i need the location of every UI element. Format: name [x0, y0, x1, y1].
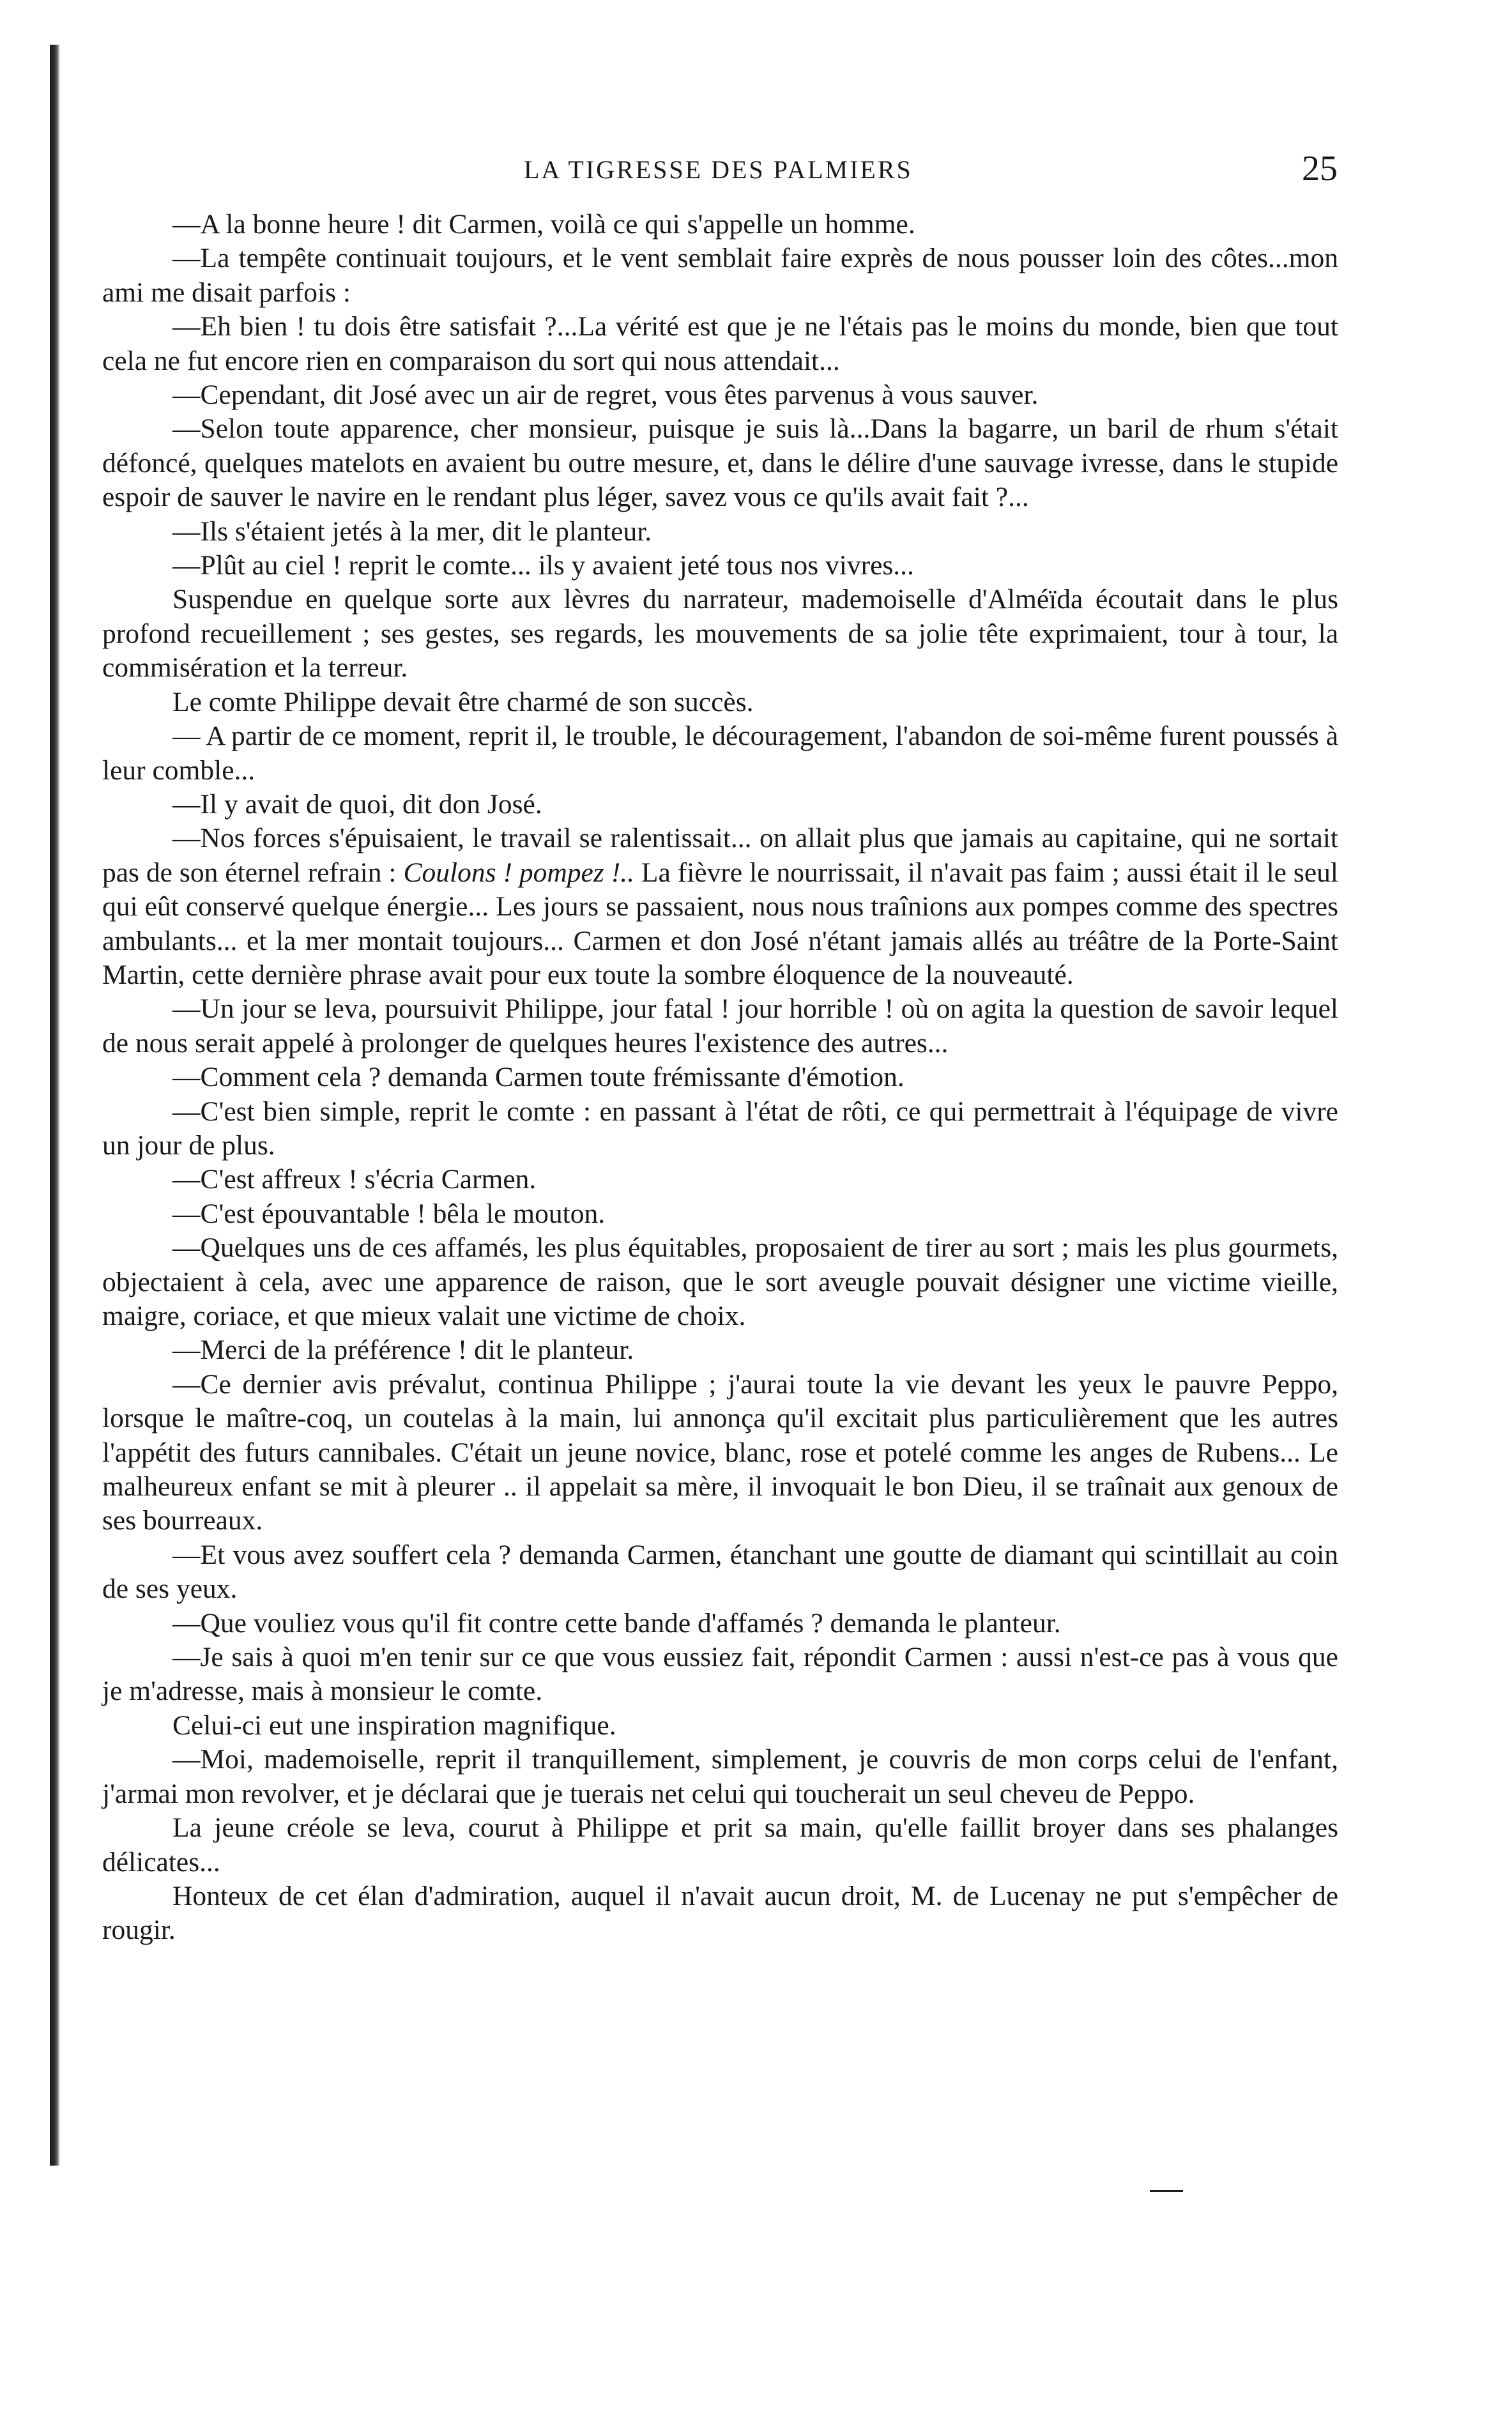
paragraph: —Comment cela ? demanda Carmen toute frémissante d'émotion.: [172, 1062, 905, 1093]
paragraph: —Selon toute apparence, cher monsieur, puisque je suis là...Dans la bagarre, un baril de rhum s'était défoncé, quelques matelots en avaient bu outre mesure, et, dans le délire d'une sauvage ivresse, dans le stupide espoir de sauver le navire en le rendant plus léger, savez vous ce qu'ils avait fait ?...: [102, 413, 1338, 513]
paragraph: —La tempête continuait toujours, et le vent semblait faire exprès de nous pousser loin des côtes...mon ami me disait parfois :: [102, 243, 1338, 308]
paragraph: —Que vouliez vous qu'il fit contre cette bande d'affamés ? demanda le planteur.: [172, 1607, 1061, 1639]
paragraph: —Ils s'étaient jetés à la mer, dit le planteur.: [172, 516, 652, 547]
paragraph: —Moi, mademoiselle, reprit il tranquillement, simplement, je couvris de mon corps celui de l'enfant, j'armai mon revolver, et je déclarai que je tuerais net celui qui toucherait un seul cheveu de Peppo.: [102, 1744, 1338, 1809]
paragraph: —Plût au ciel ! reprit le comte... ils y avaient jeté tous nos vivres...: [172, 550, 914, 581]
paragraph: —Et vous avez souffert cela ? demanda Carmen, étanchant une goutte de diamant qui scintillait au coin de ses yeux.: [102, 1539, 1338, 1605]
paragraph: —Eh bien ! tu dois être satisfait ?...La vérité est que je ne l'étais pas le moins du monde, bien que tout cela ne fut encore rien en comparaison du sort qui nous attendait...: [102, 311, 1338, 376]
paragraph: —A la bonne heure ! dit Carmen, voilà ce qui s'appelle un homme.: [172, 209, 915, 240]
paragraph: Celui-ci eut une inspiration magnifique.: [172, 1709, 616, 1741]
page-number: 25: [1302, 149, 1338, 188]
paragraph: Le comte Philippe devait être charmé de son succès.: [172, 686, 754, 717]
paragraph: — A partir de ce moment, reprit il, le trouble, le découragement, l'abandon de soi-même furent poussés à leur comble...: [102, 721, 1338, 786]
paragraph: Suspendue en quelque sorte aux lèvres du narrateur, mademoiselle d'Alméïda écoutait dans le plus profond recueillement ; ses gestes, ses regards, les mouvements de sa jolie tête exprimaient, tour à tour, la commisération et la terreur.: [102, 584, 1338, 684]
body-text: [102, 208, 1338, 1948]
paragraph: —Je sais à quoi m'en tenir sur ce que vous eussiez fait, répondit Carmen : aussi n'est-ce pas à vous que je m'adresse, mais à monsieur le comte.: [102, 1642, 1338, 1707]
paragraph: Honteux de cet élan d'admiration, auquel il n'avait aucun droit, M. de Lucenay ne put s'empêcher de rougir.: [102, 1880, 1338, 1946]
paragraph: —C'est affreux ! s'écria Carmen.: [172, 1164, 537, 1195]
italic-phrase: Coulons ! pompez !..: [403, 857, 634, 888]
paragraph: —Un jour se leva, poursuivit Philippe, jour fatal ! jour horrible ! où on agita la question de savoir lequel de nous serait appelé à prolonger de quelques heures l'existence des autres...: [102, 993, 1338, 1059]
paragraph: —Cependant, dit José avec un air de regret, vous êtes parvenus à vous sauver.: [172, 379, 1039, 411]
paragraph: —Nos forces s'épuisaient, le travail se ralentissait... on allait plus que jamais au capitaine, qui ne sortait pas de son éternel refrain : Coulons ! pompez !.. La fièvre le nourrissait, il n'avait pas faim ; aussi était il le seul qui eût conservé quelque énergie... Les jours se passaient, nous nous traînions aux pompes comme des spectres ambulants... et la mer montait toujours... Carmen et don José n'étant jamais allés au tréâtre de la Porte-Saint Martin, cette dernière phrase avait pour eux toute la sombre éloquence de la nouveauté.: [102, 823, 1338, 990]
running-head: [0, 148, 1512, 193]
page-binding-edge: [50, 45, 60, 2166]
running-title: LA TIGRESSE DES PALMIERS: [524, 155, 913, 184]
paragraph: —Merci de la préférence ! dit le planteur.: [172, 1335, 634, 1366]
paragraph: —C'est bien simple, reprit le comte : en passant à l'état de rôti, ce qui permettrait à l'équipage de vivre un jour de plus.: [102, 1096, 1338, 1161]
end-dash: [1150, 2190, 1183, 2192]
paragraph: La jeune créole se leva, courut à Philippe et prit sa main, qu'elle faillit broyer dans ses phalanges délicates...: [102, 1812, 1338, 1878]
paragraph: —Ce dernier avis prévalut, continua Philippe ; j'aurai toute la vie devant les yeux le pauvre Peppo, lorsque le maître-coq, un coutelas à la main, lui annonça qu'il excitait plus particulièrement que les autres l'appétit des futurs cannibales. C'était un jeune novice, blanc, rose et potelé comme les anges de Rubens... Le malheureux enfant se mit à pleurer .. il appelait sa mère, il invoquait le bon Dieu, il se traînait aux genoux de ses bourreaux.: [102, 1368, 1338, 1536]
paragraph: —Il y avait de quoi, dit don José.: [172, 788, 542, 820]
paragraph: —Quelques uns de ces affamés, les plus équitables, proposaient de tirer au sort ; mais les plus gourmets, objectaient à cela, avec une apparence de raison, que le sort aveugle pouvait désigner une victime vieille, maigre, coriace, et que mieux valait une victime de choix.: [102, 1232, 1338, 1331]
paragraph: —C'est épouvantable ! bêla le mouton.: [172, 1198, 606, 1229]
